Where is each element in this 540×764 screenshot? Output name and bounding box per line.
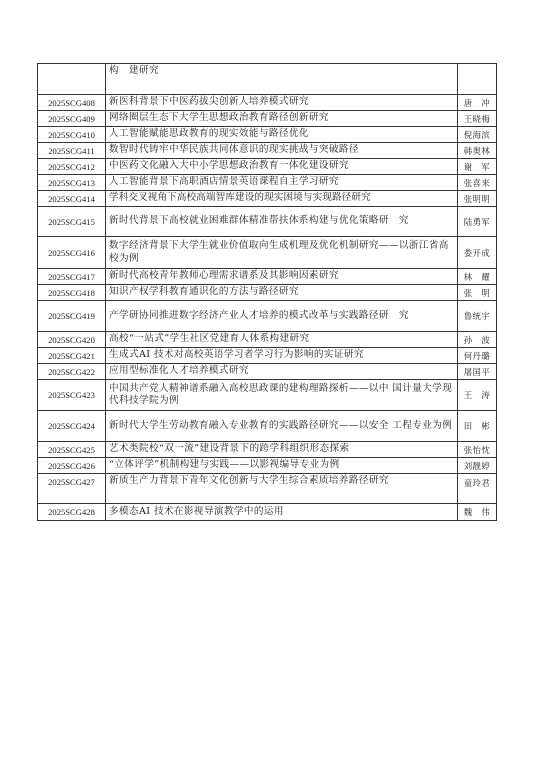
- table-row: [38, 332, 497, 348]
- table-row: [38, 237, 497, 269]
- project-code: 2025SCG413: [38, 175, 106, 191]
- project-leader: 王 涛: [458, 380, 497, 411]
- table-row: [38, 364, 497, 380]
- project-title: 中医药文化融入大中小学思想政治教育一体化建设研究: [106, 159, 458, 175]
- project-leader: 何丹璐: [458, 348, 497, 364]
- table-row: [38, 380, 497, 411]
- project-title: 应用型标准化人才培养模式研究: [106, 364, 458, 380]
- project-leader: 唐 冲: [458, 95, 497, 111]
- project-title: 高校“一站式”学生社区党建育人体系构建研究: [106, 332, 458, 348]
- project-leader: 张喜来: [458, 175, 497, 191]
- project-title: “立体评学”机制构建与实践——以影视编导专业为例: [106, 458, 458, 474]
- table-row: [38, 159, 497, 175]
- project-leader: 刘靓婷: [458, 458, 497, 474]
- project-code: 2025SCG419: [38, 301, 106, 332]
- project-code: 2025SCG427: [38, 474, 106, 504]
- project-title: 中国共产党人精神谱系融入高校思政课的建构理路探析——以中 国计量大学现代科技学院为例: [106, 380, 458, 411]
- project-title: 人工智能背景下高职酒店情景英语课程自主学习研究: [106, 175, 458, 191]
- project-title: 知识产权学科教育通识化的方法与路径研究: [106, 285, 458, 301]
- project-leader: 韩奥林: [458, 143, 497, 159]
- project-code: 2025SCG420: [38, 332, 106, 348]
- project-table: [37, 63, 497, 521]
- project-title: 新时代背景下高校就业困难群体精准帮扶体系构建与优化策略研 究: [106, 207, 458, 237]
- project-leader: 娄开成: [458, 237, 497, 269]
- project-leader: 谢 军: [458, 159, 497, 175]
- table-row: [38, 458, 497, 474]
- table-row: [38, 95, 497, 111]
- table-row: [38, 127, 497, 143]
- project-title: 人工智能赋能思政教育的现实效能与路径优化: [106, 127, 458, 143]
- table-row: [38, 143, 497, 159]
- table-row: [38, 411, 497, 442]
- project-leader: 魏 伟: [458, 504, 497, 521]
- project-title: 多模态AI 技术在影视导演教学中的运用: [106, 504, 458, 521]
- project-code: 2025SCG422: [38, 364, 106, 380]
- project-title: 构 建研究: [106, 64, 458, 95]
- project-leader: [458, 64, 497, 95]
- project-title: 艺术类院校“双一流”建设背景下的跨学科组织形态探索: [106, 442, 458, 458]
- table-row: [38, 64, 497, 95]
- project-title: 新医科背景下中医药拔尖创新人培养模式研究: [106, 95, 458, 111]
- project-leader: 张 明: [458, 285, 497, 301]
- project-title: 数智时代铸牢中华民族共同体意识的现实挑战与突破路径: [106, 143, 458, 159]
- project-title: 新时代大学生劳动教育融入专业教育的实践路径研究——以安全 工程专业为例: [106, 411, 458, 442]
- project-leader: 鲁统宇: [458, 301, 497, 332]
- project-title: 新质生产力背景下青年文化创新与大学生综合素质培养路径研究: [106, 474, 458, 504]
- project-leader: 陆勇军: [458, 207, 497, 237]
- table-row: [38, 207, 497, 237]
- project-code: 2025SCG418: [38, 285, 106, 301]
- project-code: 2025SCG421: [38, 348, 106, 364]
- project-title: 生成式AI 技术对高校英语学习者学习行为影响的实证研究: [106, 348, 458, 364]
- project-leader: 王晓梅: [458, 111, 497, 127]
- project-code: 2025SCG417: [38, 269, 106, 285]
- project-code: 2025SCG411: [38, 143, 106, 159]
- table-row: [38, 504, 497, 521]
- project-code: 2025SCG412: [38, 159, 106, 175]
- project-title: 网络圈层生态下大学生思想政治教育路径创新研究: [106, 111, 458, 127]
- table-row: [38, 301, 497, 332]
- table-row: [38, 348, 497, 364]
- table-row: [38, 191, 497, 207]
- project-code: 2025SCG425: [38, 442, 106, 458]
- project-title: 新时代高校青年教师心理需求谱系及其影响因素研究: [106, 269, 458, 285]
- project-code: [38, 64, 106, 95]
- project-code: 2025SCG408: [38, 95, 106, 111]
- project-code: 2025SCG426: [38, 458, 106, 474]
- project-leader: 倪海滨: [458, 127, 497, 143]
- project-code: 2025SCG416: [38, 237, 106, 269]
- project-code: 2025SCG428: [38, 504, 106, 521]
- table-row: [38, 442, 497, 458]
- table-row: [38, 285, 497, 301]
- table-row: [38, 175, 497, 191]
- project-code: 2025SCG424: [38, 411, 106, 442]
- table-row: [38, 111, 497, 127]
- table-row: [38, 474, 497, 504]
- table-row: [38, 269, 497, 285]
- project-code: 2025SCG423: [38, 380, 106, 411]
- project-code: 2025SCG410: [38, 127, 106, 143]
- project-title: 学科交叉视角下高校高端智库建设的现实困境与实现路径研究: [106, 191, 458, 207]
- project-leader: 童玲君: [458, 474, 497, 504]
- project-leader: 张明明: [458, 191, 497, 207]
- project-table-body: [38, 64, 497, 521]
- project-code: 2025SCG409: [38, 111, 106, 127]
- project-leader: 孙 波: [458, 332, 497, 348]
- project-leader: 田 彬: [458, 411, 497, 442]
- project-title: 产学研协同推进数字经济产业人才培养的模式改革与实践路径研 究: [106, 301, 458, 332]
- project-leader: 林 耀: [458, 269, 497, 285]
- project-leader: 张怡忱: [458, 442, 497, 458]
- project-leader: 屠国平: [458, 364, 497, 380]
- project-code: 2025SCG414: [38, 191, 106, 207]
- project-code: 2025SCG415: [38, 207, 106, 237]
- project-title: 数字经济背景下大学生就业价值取向生成机理及优化机制研究——以浙江省高校为例: [106, 237, 458, 269]
